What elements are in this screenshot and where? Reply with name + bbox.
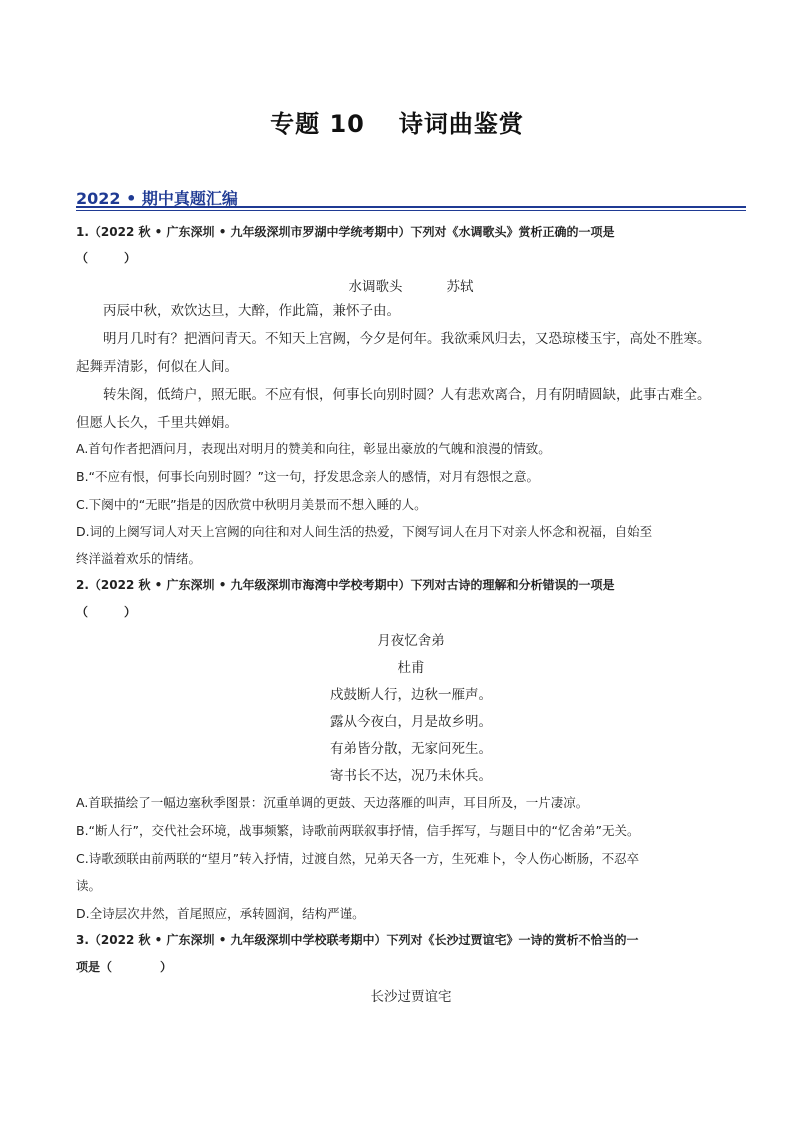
section-rule xyxy=(76,206,746,208)
question-1-option-d: D.词的上阕写词人对天上宫阙的向往和对人间生活的热爱，下阕写词人在月下对亲人怀念和祝福，自始至 xyxy=(76,524,653,539)
question-1-poem-heading xyxy=(76,275,746,295)
poem-title: 水调歌头 xyxy=(348,279,403,295)
question-2-stem: 2.（2022 秋 • 广东深圳 • 九年级深圳市海湾中学校考期中）下列对古诗的理解和分析错误的一项是 xyxy=(76,578,615,592)
title-topic-name: 诗词曲鉴赏 xyxy=(398,110,524,138)
question-2-option-d: D.全诗层次井然，首尾照应，承转圆润，结构严谨。 xyxy=(76,906,365,921)
question-2-answer-blank: （ ） xyxy=(76,605,137,619)
question-1-option-a: A.首句作者把酒问月，表现出对明月的赞美和向往，彰显出豪放的气魄和浪漫的情致。 xyxy=(76,441,551,456)
question-1-stem: 1.（2022 秋 • 广东深圳 • 九年级深圳市罗湖中学统考期中）下列对《水调歌头》赏析正确的一项是 xyxy=(76,225,615,239)
question-3-stem-continued: 项是（ ） xyxy=(76,960,173,974)
poem-line: 但愿人长久，千里共婵娟。 xyxy=(76,415,238,431)
question-1-option-c: C.下阕中的“无眠”指是的因欣赏中秋明月美景而不想入睡的人。 xyxy=(76,497,427,512)
question-2-option-c-continued: 读。 xyxy=(76,878,102,893)
poem-verse: 露从今夜白，月是故乡明。 xyxy=(330,714,492,730)
question-2-option-a: A.首联描绘了一幅边塞秋季图景：沉重单调的更鼓、天边落雁的叫声，耳目所及，一片凄凉。 xyxy=(76,795,589,810)
poem-line: 起舞弄清影，何似在人间。 xyxy=(76,359,238,375)
page-title xyxy=(0,104,794,139)
question-3-poem-title: 长沙过贾谊宅 xyxy=(370,989,452,1005)
question-2-option-c: C.诗歌颈联由前两联的“望月”转入抒情，过渡自然，兄弟天各一方，生死难卜，令人伤心断肠，不忍卒 xyxy=(76,851,640,866)
poem-verse: 寄书长不达，况乃未休兵。 xyxy=(330,768,492,784)
question-2-poem-author: 杜甫 xyxy=(397,660,425,676)
section-rule-thin xyxy=(76,210,746,211)
poem-verse: 有弟皆分散，无家问死生。 xyxy=(330,741,492,757)
question-1-option-b: B.“不应有恨，何事长向别时圆？”这一句，抒发思念亲人的感情，对月有怨恨之意。 xyxy=(76,469,540,484)
poem-preface: 丙辰中秋，欢饮达旦，大醉，作此篇，兼怀子由。 xyxy=(103,303,400,319)
poem-line: 明月几时有？把酒问青天。不知天上宫阙，今夕是何年。我欲乘风归去，又恐琼楼玉宇，高处不胜寒。 xyxy=(103,331,711,347)
title-topic-number: 专题 10 xyxy=(270,110,365,138)
question-1-answer-blank: （ ） xyxy=(76,251,137,265)
question-3-stem: 3.（2022 秋 • 广东深圳 • 九年级深圳中学校联考期中）下列对《长沙过贾谊宅》一诗的赏析不恰当的一 xyxy=(76,933,639,947)
poem-line: 转朱阁，低绮户，照无眠。不应有恨，何事长向别时圆？人有悲欢离合，月有阴晴圆缺，此事古难全。 xyxy=(103,387,711,403)
question-1-option-d-continued: 终洋溢着欢乐的情绪。 xyxy=(76,551,202,566)
question-2-poem-title: 月夜忆舍弟 xyxy=(377,633,445,649)
poem-verse: 戍鼓断人行，边秋一雁声。 xyxy=(330,687,492,703)
section-heading: 2022 • 期中真题汇编 xyxy=(76,189,238,208)
question-2-option-b: B.“断人行”，交代社会环境，战事频繁，诗歌前两联叙事抒情，信手挥写，与题目中的“忆舍弟”无关。 xyxy=(76,823,640,838)
poem-author: 苏轼 xyxy=(446,279,474,295)
